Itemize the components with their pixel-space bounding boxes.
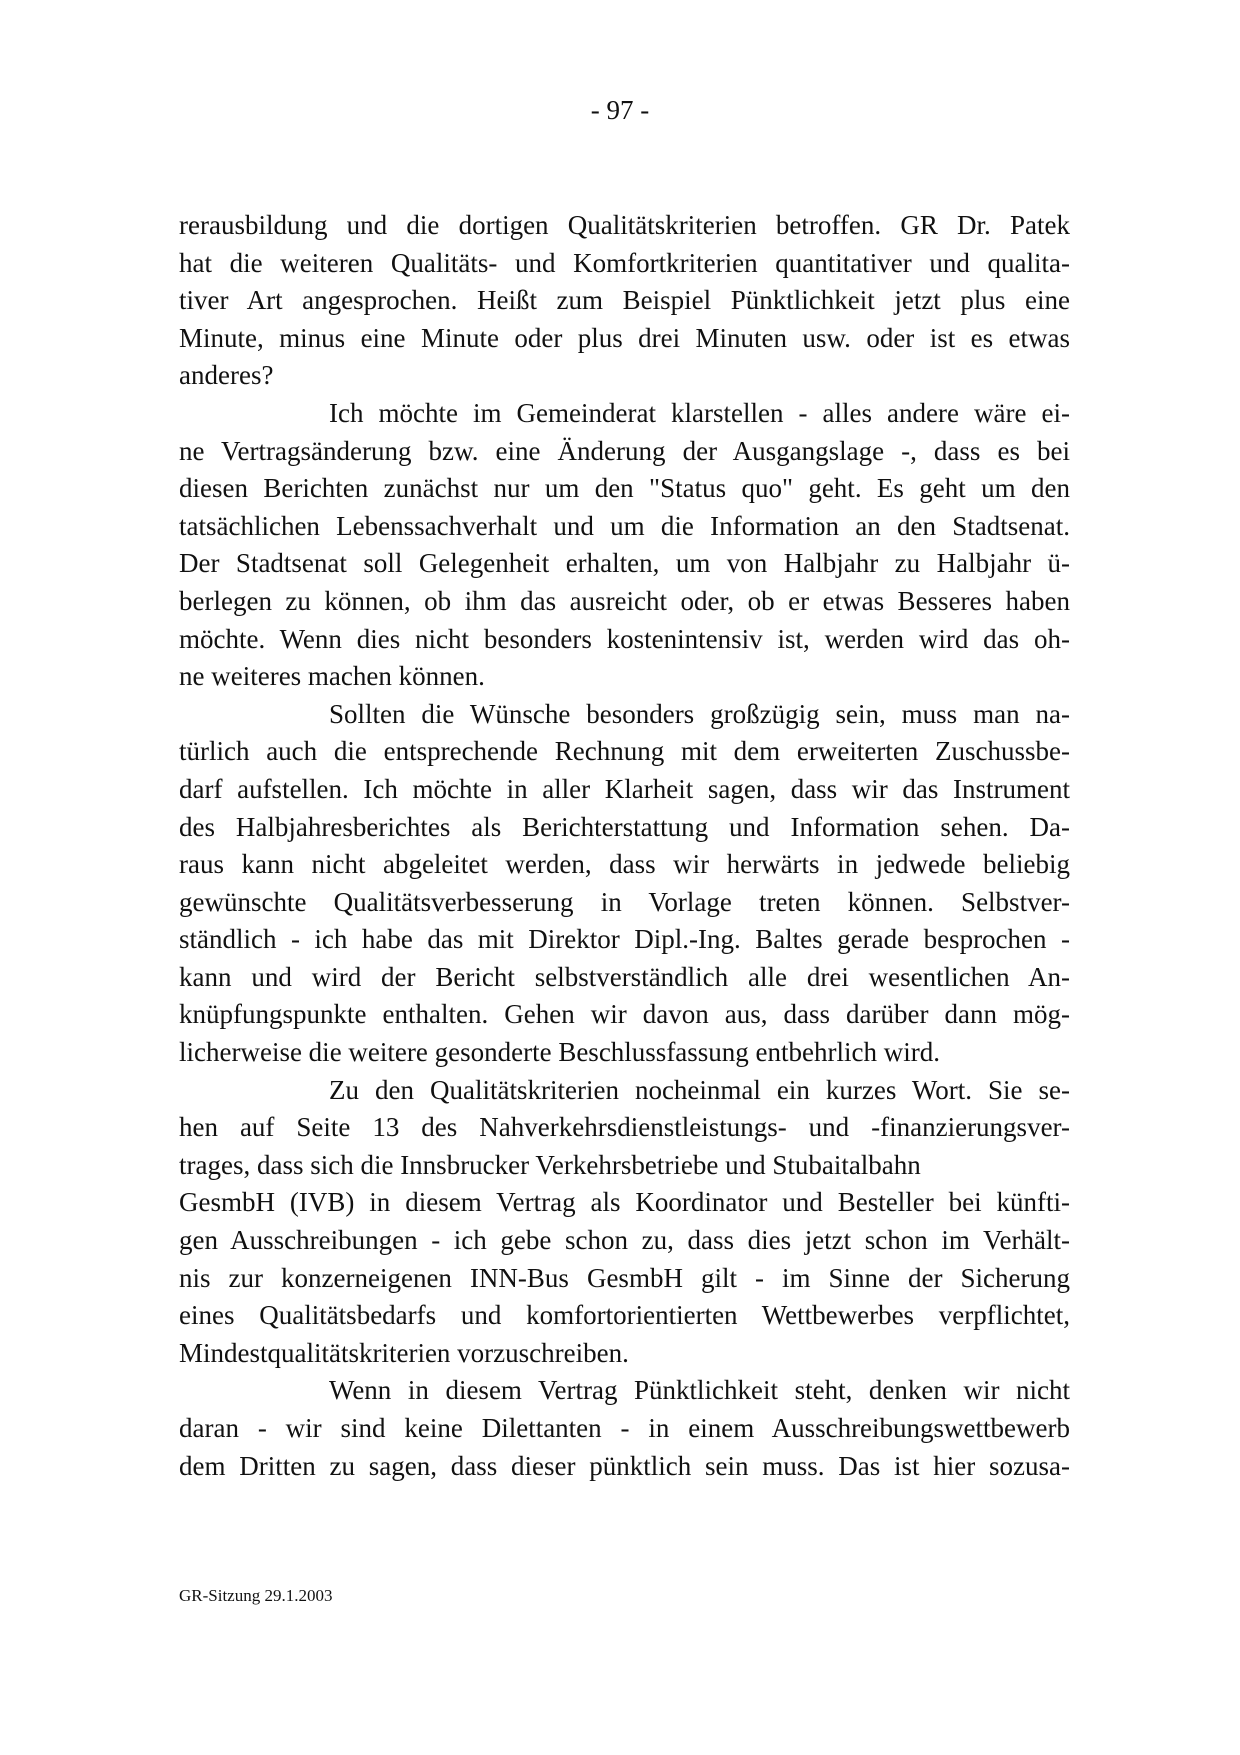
text-line: Wenn in diesem Vertrag Pünktlichkeit steht, denken wir nicht <box>329 1375 1070 1406</box>
text-line: türlich auch die entsprechende Rechnung mit dem erweiterten Zuschussbe- <box>179 736 1070 767</box>
text-line: Sollten die Wünsche besonders großzügig sein, muss man na- <box>329 698 1070 729</box>
page-number: - 97 - <box>590 95 650 125</box>
text-line: Mindestqualitätskriterien vorzuschreiben. <box>179 1337 629 1368</box>
text-line: gewünschte Qualitätsverbesserung in Vorlage treten können. Selbstver- <box>179 886 1070 917</box>
text-line: Ich möchte im Gemeinderat klarstellen - alles andere wäre ei- <box>329 397 1070 428</box>
paragraph <box>179 395 1070 696</box>
text-line: ne Vertragsänderung bzw. eine Änderung der Ausgangslage -, dass es bei <box>179 435 1070 466</box>
text-line: hen auf Seite 13 des Nahverkehrsdienstleistungs- und -finanzierungsver- <box>179 1112 1070 1143</box>
text-line: daran - wir sind keine Dilettanten - in einem Ausschreibungswettbewerb <box>179 1413 1070 1443</box>
text-line: nis zur konzerneigenen INN-Bus GesmbH gilt - im Sinne der Sicherung <box>179 1262 1070 1293</box>
text-line: Der Stadtsenat soll Gelegenheit erhalten, um von Halbjahr zu Halbjahr ü- <box>179 548 1070 579</box>
footer-session-date: GR-Sitzung 29.1.2003 <box>179 1586 333 1605</box>
text-line: gen Ausschreibungen - ich gebe schon zu, dass dies jetzt schon im Verhält- <box>179 1225 1070 1256</box>
text-line: diesen Berichten zunächst nur um den "Status quo" geht. Es geht um den <box>179 473 1070 504</box>
text-line: Zu den Qualitätskriterien nocheinmal ein kurzes Wort. Sie se- <box>329 1074 1070 1105</box>
text-line: darf aufstellen. Ich möchte in aller Klarheit sagen, dass wir das Instrument <box>179 773 1070 804</box>
text-line: ne weiteres machen können. <box>179 661 485 692</box>
body-text <box>179 207 1070 1485</box>
text-line: hat die weiteren Qualitäts- und Komfortkriterien quantitativer und qualita- <box>179 247 1070 278</box>
text-line: des Halbjahresberichtes als Berichterstattung und Information sehen. Da- <box>179 811 1070 842</box>
text-line: eines Qualitätsbedarfs und komfortorientierten Wettbewerbes verpflichtet, <box>179 1300 1070 1331</box>
text-line: Minute, minus eine Minute oder plus drei Minuten usw. oder ist es etwas <box>179 322 1070 353</box>
text-line: anderes? <box>179 360 274 391</box>
text-line: tiver Art angesprochen. Heißt zum Beispiel Pünktlichkeit jetzt plus eine <box>179 285 1070 316</box>
text-line: ständlich - ich habe das mit Direktor Dipl.-Ing. Baltes gerade besprochen - <box>179 924 1070 955</box>
text-line: dem Dritten zu sagen, dass dieser pünktlich sein muss. Das ist hier sozusa- <box>179 1450 1070 1481</box>
text-line: knüpfungspunkte enthalten. Gehen wir davon aus, dass darüber dann mög- <box>179 999 1070 1030</box>
text-line: kann und wird der Bericht selbstverständlich alle drei wesentlichen An- <box>179 961 1070 992</box>
text-line: möchte. Wenn dies nicht besonders kostenintensiv ist, werden wird das oh- <box>179 623 1070 654</box>
paragraph <box>179 1372 1070 1485</box>
text-line: rerausbildung und die dortigen Qualitätskriterien betroffen. GR Dr. Patek <box>179 210 1070 240</box>
text-line: GesmbH (IVB) in diesem Vertrag als Koordinator und Besteller bei künfti- <box>179 1187 1070 1218</box>
text-line: raus kann nicht abgeleitet werden, dass wir herwärts in jedwede beliebig <box>179 849 1070 880</box>
text-line: tatsächlichen Lebenssachverhalt und um die Information an den Stadtsenat. <box>179 510 1070 541</box>
paragraph <box>179 207 1070 395</box>
text-line: berlegen zu können, ob ihm das ausreicht oder, ob er etwas Besseres haben <box>179 585 1070 616</box>
text-line: trages, dass sich die Innsbrucker Verkehrsbetriebe und Stubaitalbahn <box>179 1149 921 1180</box>
paragraph <box>179 696 1070 1072</box>
paragraph <box>179 1072 1070 1373</box>
text-line: licherweise die weitere gesonderte Beschlussfassung entbehrlich wird. <box>179 1037 940 1068</box>
